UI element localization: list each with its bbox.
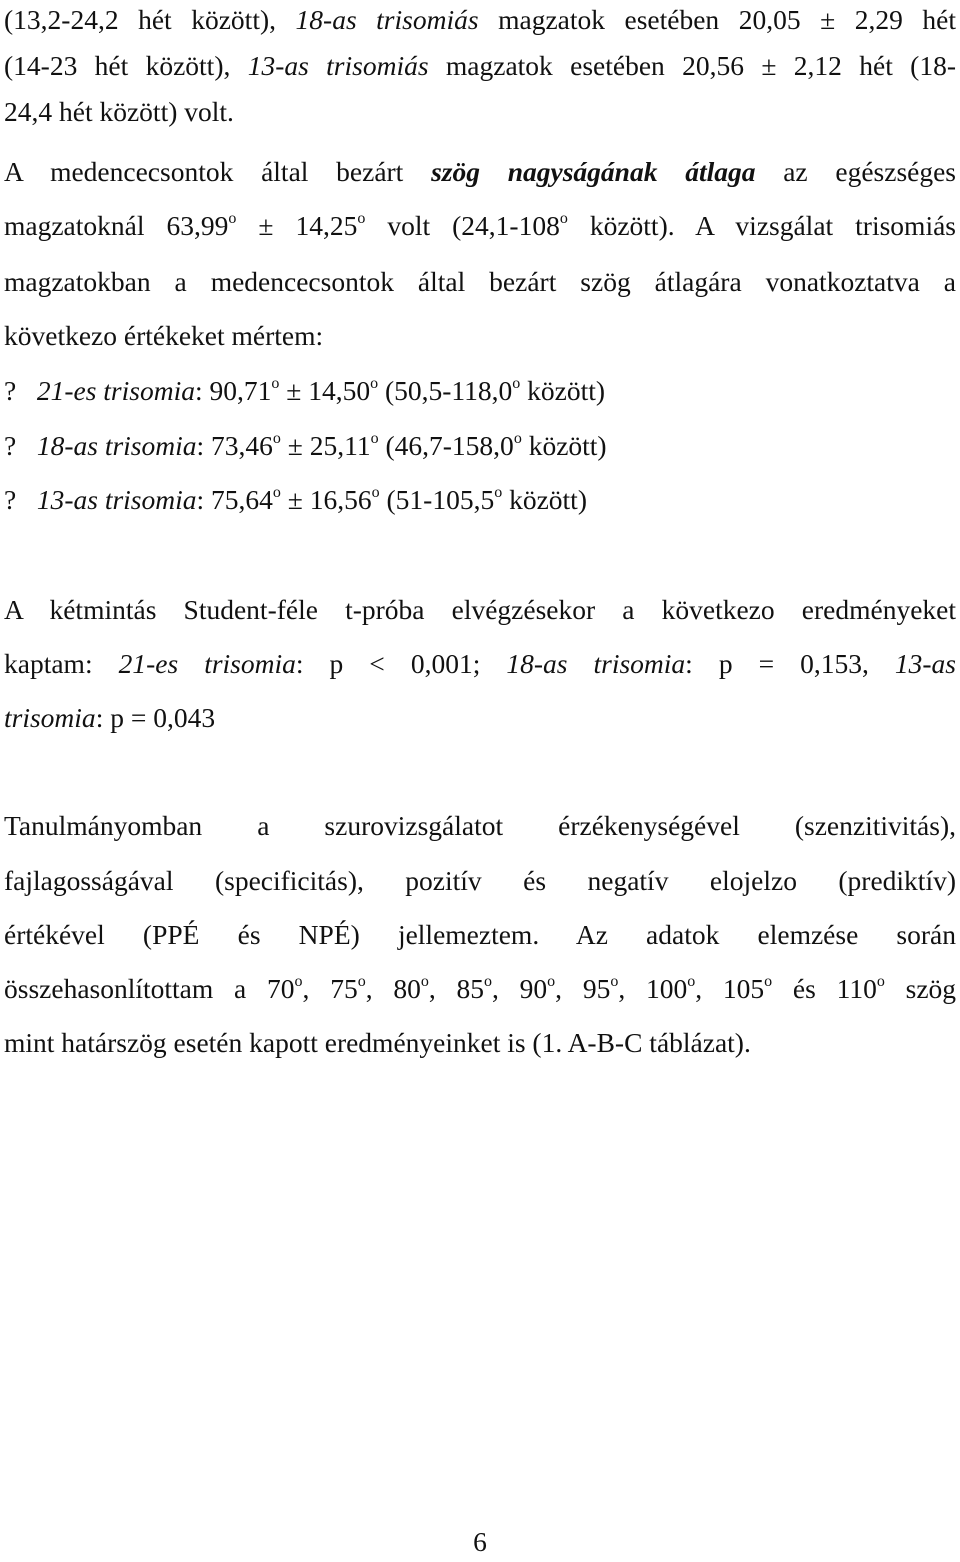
- text-line: (14-23 hét között), 13-as trisomiás magzatok esetében 20,56 ± 2,12 hét (18-: [4, 50, 956, 81]
- text-line: trisomia: p = 0,043: [4, 702, 216, 733]
- text-line: mint határszög esetén kapott eredményeinket is (1. A-B-C táblázat).: [4, 1027, 751, 1058]
- text-line: (13,2-24,2 hét között), 18-as trisomiás magzatok esetében 20,05 ± 2,29 hét: [4, 4, 956, 35]
- text-line: következo értékeket mértem:: [4, 320, 324, 351]
- text-line: kaptam: 21-es trisomia: p < 0,001; 18-as trisomia: p = 0,153, 13-as: [4, 648, 957, 679]
- list-item: ? 18-as trisomia: $73,46^o \pm 25,11^o$ (46,7-158,0$^o$ között): [4, 430, 607, 461]
- text-line: magzatoknál $63,99^o \pm 14,25^o$ volt (24,1-108$^o$ között). A vizsgálat trisomiás: [4, 210, 956, 241]
- text-line: magzatokban a medencecsontok által bezárt szög átlagára vonatkoztatva a: [4, 266, 956, 297]
- text-line: fajlagosságával (specificitás), pozitív és negatív elojelzo (prediktív): [4, 865, 956, 896]
- list-item: ? 21-es trisomia: $90,71^o \pm 14,50^o$ (50,5-118,0$^o$ között): [4, 375, 606, 406]
- text-line: A medencecsontok által bezárt szög nagyságának átlaga az egészséges: [4, 156, 957, 187]
- text-line: Tanulmányomban a szurovizsgálatot érzékenységével (szenzitivitás),: [4, 810, 956, 841]
- page-number: 6: [473, 1526, 487, 1557]
- text-line: A kétmintás Student-féle t-próba elvégzésekor a következo eredményeket: [4, 594, 956, 625]
- text-line: összehasonlítottam a 70$^o$, 75$^o$, 80$^o$, 85$^o$, 90$^o$, 95$^o$, 100$^o$, 105$^o$ és 110$^o$ szög: [4, 973, 957, 1004]
- text-line: 24,4 hét között) volt.: [4, 96, 234, 127]
- text-line: értékével (PPÉ és NPÉ) jellemeztem. Az adatok elemzése során: [4, 919, 956, 950]
- list-item: ? 13-as trisomia: $75,64^o \pm 16,56^o$ (51-105,5$^o$ között): [4, 484, 587, 515]
